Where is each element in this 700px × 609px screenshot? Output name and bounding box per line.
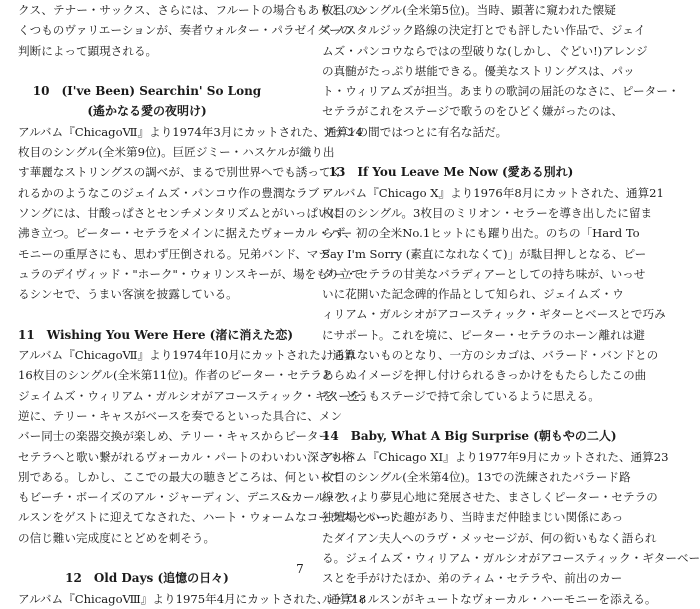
text-line: アルバム『ChicagoⅧ』より1975年4月にカットされた、通算18	[18, 591, 367, 606]
text-line: るシンセで、うまい客演を披露している。	[18, 287, 238, 302]
text-line: ジェイムズ・ウィリアム・ガルシオがアコースティック・ギターを、	[18, 388, 373, 403]
text-line: バー同士の楽器交換が楽しめ、テリー・キャスからピーター・	[18, 429, 342, 444]
text-line: 別である。しかし、ここでの最大の聴きどころは、何といって	[18, 469, 343, 484]
text-line: アルバム『ChicagoⅦ』より1974年10月にカットされた、通算	[18, 348, 356, 363]
right-column	[322, 0, 700, 609]
text-line: を、どうもステージで持て余しているように思える。	[322, 388, 600, 403]
text-line: す華麗なストリングスの調べが、まるで別世界へでも誘ってく	[18, 165, 343, 180]
page-number: 7	[296, 562, 304, 576]
intro-paragraph	[18, 0, 366, 61]
text-line: たダイアン夫人へのラヴ・メッセージが、何の衒いもなく語られ	[322, 530, 657, 545]
text-line: れるかのようなこのジェイムズ・パンコウ作の豊潤なラブ・	[18, 185, 331, 200]
text-line: の信じ難い完成度にとどめを刺そう。	[18, 530, 216, 545]
text-line: アルバム『ChicagoⅦ』より1974年3月にカットされた、通算14	[18, 124, 363, 139]
text-line: スとを手がけたほか、弟のティム・セテラや、前出のカー	[322, 571, 623, 586]
text-line: 線を、より夢見心地に発展させた、まさしくピーター・セテラの	[322, 490, 658, 505]
text-line: ト・ウィリアムズが担当。あまりの歌詞の届託のなさに、ピーター・	[322, 84, 680, 99]
text-line: セテラがこれをステージで歌うのをひどく嫌がったのは、	[322, 104, 623, 119]
text-line: 枚目のシングル(全米第4位)。13での洗練されたバラード路	[322, 469, 631, 484]
section-10-subtitle: (遙かなる愛の夜明け)	[87, 104, 207, 119]
text-line: らず、初の全米No.1ヒットにも躍り出た。のちの「Hard To	[322, 226, 640, 241]
spacer	[18, 304, 276, 324]
text-line: ター・セテラの甘美なバラディアーとしての持ち味が、いっせ	[322, 266, 646, 281]
text-line: ルスンをゲストに迎えてなされた、ハート・ウォームなコーラス・パート	[18, 510, 399, 525]
section-13-title: 13 If You Leave Me Now (愛ある別れ)	[328, 165, 574, 180]
section-13-body	[322, 183, 666, 406]
text-line: ル・ウィルスンがキュートなヴォーカル・ハーモニーを添える。	[322, 591, 657, 606]
text-line: Say I'm Sorry (素直になれなくて)」が駄目押しとなる、ピー	[322, 246, 647, 261]
spacer	[322, 406, 580, 426]
spacer	[18, 61, 276, 81]
text-line: 枚目のシングル(全米第9位)。巨匠ジミー・ハスケルが織り出	[18, 145, 335, 160]
section-11-title: 11 Wishing You Were Here (渚に消えた恋)	[18, 327, 294, 342]
text-line: セテラへと歌い繋がれるヴォーカル・パートのわいわい深さも格	[18, 449, 354, 464]
text-line: 枚目のシングル。3枚目のミリオン・セラーを導き出したに留ま	[322, 205, 653, 220]
spacer	[322, 142, 580, 162]
text-line: にサポート。これを境に、ピーター・セテラのホーン離れは避	[322, 327, 645, 342]
text-line: 沸き立つ。ピーター・セテラをメインに据えたヴォーカル・ハー	[18, 226, 353, 241]
text-line: もビーチ・ボーイズのアル・ジャーディン、デニス&カール・ウィ	[18, 490, 361, 505]
text-line: ムズ・パンコウならではの型破りな(しかし、ぐどい!)アレンジ	[322, 43, 648, 58]
text-line: ソングには、甘酸っぱさとセンチメンタリズムとがいっぱいに	[18, 205, 342, 220]
section-10-body	[18, 122, 363, 305]
text-line: くノスタルジック路線の決定打とでも評したい作品で、ジェイ	[322, 23, 646, 38]
section-12-body	[18, 589, 367, 609]
text-line: 独壇場といった趣があり、当時まだ仲睦まじい関係にあっ	[322, 510, 624, 525]
text-line: 枚目のシングル(全米第5位)。当時、顕著に窺われた懐疑	[322, 3, 616, 17]
section-14-body	[322, 447, 700, 609]
text-line: 16枚目のシングル(全米第11位)。作者のピーター・セテラと	[18, 368, 334, 383]
section-12-title: 12 Old Days (追憶の日々)	[65, 571, 229, 586]
text-line: あらぬイメージを押し付けられるきっかけをもたらしたこの曲	[322, 368, 647, 383]
section-12-continued	[322, 0, 680, 142]
left-column	[18, 0, 399, 609]
section-14-title: 14 Baby, What A Big Surprise (朝もやの二人)	[322, 429, 617, 444]
text-line: の真髄がたっぷり堪能できる。優美なストリングスは、パッ	[322, 63, 635, 78]
text-line: くつものヴァリエーションが、奏者ウォルター・パラゼイダーの	[18, 23, 353, 38]
text-line: アルバム『Chicago XI』より1977年9月にカットされた、通算23	[322, 449, 669, 464]
text-line: ファンの間ではつとに有名な話だ。	[322, 124, 508, 139]
text-line: ュラのデイヴィッド・"ホーク"・ウォリンスキーが、場をもり立て	[18, 266, 363, 281]
section-10-title: 10 (I've Been) Searchin' So Long	[32, 84, 262, 99]
text-line: モニーの重厚さにも、思わず圧倒される。兄弟バンド、マデ	[18, 246, 330, 261]
text-line: 判断によって顕現される。	[18, 43, 158, 58]
text-line: けられないものとなり、一方のシカゴは、バラード・バンドとの	[322, 348, 659, 363]
text-line: アルバム『Chicago X』より1976年8月にカットされた、通算21	[322, 185, 664, 200]
text-line: 逆に、テリー・キャスがベースを奏でるといった具合に、メン	[18, 408, 343, 423]
text-line: クス、テナー・サックス、さらには、フルートの場合もありと、い	[18, 3, 366, 17]
section-11-body	[18, 345, 399, 548]
text-line: いに花開いた記念碑的作品として知られ、ジェイムズ・ウ	[322, 287, 624, 302]
text-line: る。ジェイムズ・ウィリアム・ガルシオがアコースティック・ギターベー	[322, 551, 700, 566]
text-line: ィリアム・ガルシオがアコースティック・ギターとベースとで巧み	[322, 307, 666, 322]
